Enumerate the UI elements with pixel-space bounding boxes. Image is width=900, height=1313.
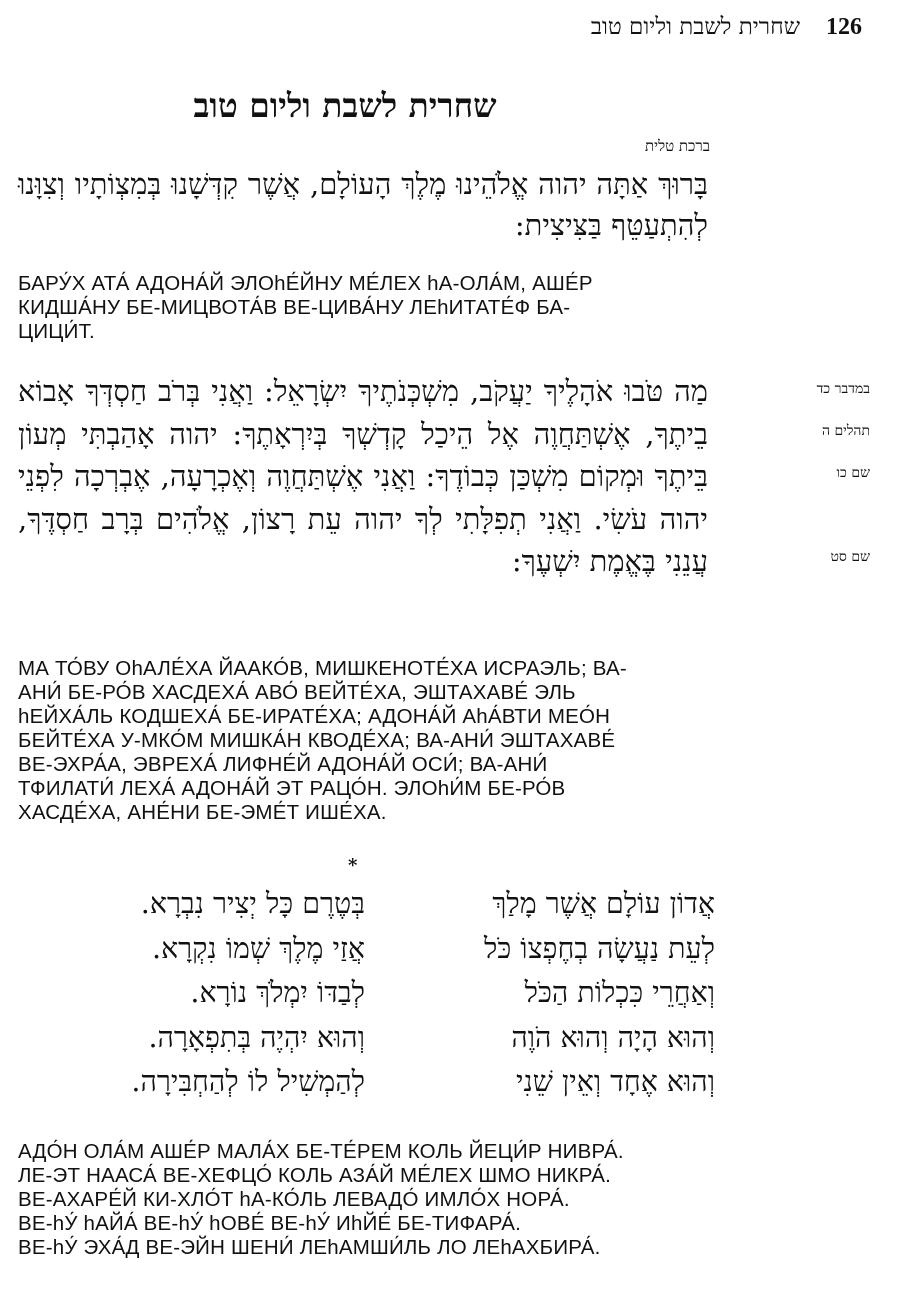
translit-line: hЕЙХА́ЛЬ КОДШЕХА́ БЕ-ИРАТЕ́ХА; АДОНА́Й АhА́ВТИ МЕО́Н — [18, 705, 611, 728]
translit-line: ЛЕ-ЭТ НААСА́ ВЕ-ХЕФЦО́ КОЛЬ АЗА́Й МЕ́ЛЕХ ШМО НИКРА́. — [18, 1164, 612, 1187]
poem-line: וְהוּא יִהְיֶה בְּתִפְאָרָה. — [148, 1020, 365, 1054]
verse-reference: במדבר כד — [816, 381, 870, 397]
poem-line: לְהַמְשִׁיל לוֹ לְהַחְבִּירָה. — [131, 1065, 365, 1098]
page-number: 126 — [826, 14, 862, 40]
translit-line: ВЕ-ЭХРА́А, ЭВРЕХА́ ЛИФНЕ́Й АДОНА́Й ОСИ́; ВА-АНИ́ — [18, 753, 548, 776]
poem-line: בְּטֶרֶם כָּל יְצִיר נִבְרָא. — [140, 887, 365, 920]
translit-line: ВЕ-АХАРЕ́Й КИ-ХЛО́Т hА-КО́ЛЬ ЛЕВАДО́ ИМЛО́Х НОРА́. — [18, 1188, 570, 1211]
poem-line: אֲזַי מֶלֶךְ שְׁמוֹ נִקְרָא. — [152, 931, 365, 965]
mah-tovu-transliteration — [18, 657, 708, 825]
translit-line: ТФИЛАТИ́ ЛЕХА́ АДОНА́Й ЭТ РАЦО́Н. ЭЛОhИ́М БЕ-РО́В — [18, 777, 566, 800]
mah-tovu-hebrew: מַה טֹּבוּ אֹהָלֶיךָ יַעֲקֹב, מִשְׁכְּנֹתֶיךָ יִשְׂרָאֵל: וַאֲנִי בְּרֹב חַסְדְּךָ אָבוֹא בֵיתֶךָ, אֶשְׁתַּחֲוֶה אֶל הֵיכַל קָדְשְׁךָ בְּיִרְאָתֶךָ: יהוה אָהַבְתִּי מְעוֹן בֵּיתֶךָ וּמְקוֹם מִשְׁכַּן כְּבוֹדֶךָ: וַאֲנִי אֶשְׁתַּחֲוֶה וְאֶכְרָעָה, אֶבְרְכָה לִפְנֵי יהוה עֹשִׂי. וַאֲנִי תְפִלָּתִי לְךָ יהוה עֵת רָצוֹן, אֱלֹהִים בְּרָב חַסְדֶּךָ, עֲנֵנִי בֶּאֱמֶת יִשְׁעֶךָ: — [18, 374, 708, 578]
section-title: שחרית לשבת וליום טוב — [193, 86, 497, 125]
translit-line: АНИ́ БЕ-РО́В ХАСДЕХА́ АВО́ ВЕЙТЕ́ХА, ЭШТАХАВЕ́ ЭЛЬ — [18, 681, 576, 704]
poem-line: אֲדוֹן עוֹלָם אֲשֶׁר מָלַךְ — [492, 887, 715, 920]
tallit-blessing-note: ברכת טלית — [644, 137, 710, 155]
translit-line: МА ТО́ВУ ОhАЛЕ́ХА ЙААКО́В, МИШКЕНОТЕ́ХА ИСРАЭЛЬ; ВА- — [18, 657, 627, 680]
adon-olam-right-column — [385, 882, 715, 1105]
translit-line: БЕЙТЕ́ХА У-МКО́М МИШКА́Н КВОДЕ́ХА; ВА-АНИ́ ЭШТАХАВЕ́ — [18, 729, 616, 752]
verse-reference: תהלים ה — [821, 423, 870, 439]
translit-line: ХАСДЕ́ХА, АНЕ́НИ БЕ-ЭМЕ́Т ИШЕ́ХА. — [18, 801, 387, 824]
running-head: שחרית לשבת וליום טוב — [590, 14, 800, 40]
translit-line: ВЕ-hУ́ ЭХА́Д ВЕ-ЭЙН ШЕНИ́ ЛЕhАМШИ́ЛЬ ЛО ЛЕhАХБИРА́. — [18, 1236, 601, 1259]
poem-line: לְבַדּוֹ יִמְלֹךְ נוֹרָא. — [190, 976, 365, 1009]
translit-line: ЦИЦИ́Т. — [18, 320, 95, 343]
adon-olam-transliteration — [18, 1140, 718, 1260]
section-divider-star: * — [348, 855, 358, 876]
poem-line: וְהוּא אֶחָד וְאֵין שֵׁנִי — [516, 1065, 715, 1098]
adon-olam-left-column — [30, 882, 365, 1105]
translit-line: ВЕ-hУ́ hАЙА́ ВЕ-hУ́ hОВЕ́ ВЕ-hУ́ ИhЙЕ́ БЕ-ТИФАРА́. — [18, 1212, 521, 1235]
poem-line: וְאַחֲרֵי כִּכְלוֹת הַכֹּל — [524, 976, 715, 1009]
poem-line: וְהוּא הָיָה וְהוּא הֹוֶה — [511, 1020, 715, 1054]
translit-line: АДО́Н ОЛА́М АШЕ́Р МАЛА́Х БЕ-ТЕ́РЕМ КОЛЬ ЙЕЦИ́Р НИВРА́. — [18, 1140, 624, 1163]
translit-line: БАРУ́Х АТА́ АДОНА́Й ЭЛОhЕ́ЙНУ МЕ́ЛЕХ hА-ОЛА́М, АШЕ́Р — [18, 272, 593, 295]
poem-line: לְעֵת נַעֲשָׂה בְחֶפְצוֹ כֹּל — [483, 931, 715, 965]
tallit-blessing-hebrew: בָּרוּךְ אַתָּה יהוה אֱלֹהֵינוּ מֶלֶךְ הָעוֹלָם, אֲשֶׁר קִדְּשָׁנוּ בְּמִצְוֹתָיו וְצִוָּנוּ לְהִתְעַטֵּף בַּצִּיצִית: — [18, 167, 708, 242]
verse-reference: שם כו — [836, 465, 870, 481]
translit-line: КИДША́НУ БЕ-МИЦВОТА́В ВЕ-ЦИВА́НУ ЛЕhИТАТЕ́Ф БА- — [18, 296, 571, 319]
verse-reference: שם סט — [830, 549, 870, 565]
tallit-blessing-transliteration — [18, 272, 708, 344]
